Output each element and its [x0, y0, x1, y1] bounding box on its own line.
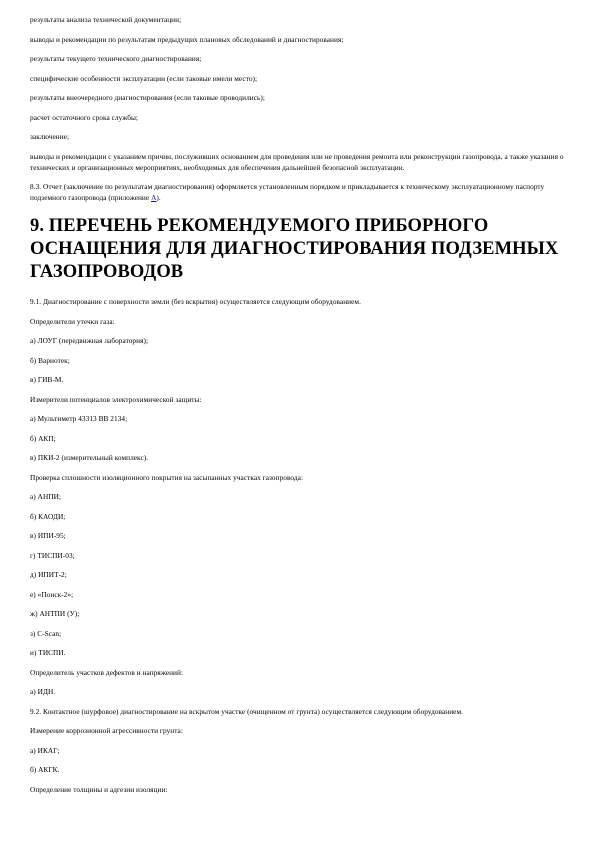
result-item-previous-conclusions: выводы и рекомендации по результатам предыдущих плановых обследований и диагностирования; — [30, 34, 344, 44]
paragraph-8-3-text: 8.3. Отчет (заключение по результатам диагностирования) оформляется установленным порядком и прикладывается к техническому эксплуатационному паспорту подземного газопровода (приложение — [30, 182, 545, 202]
list-item: и) ТИСПИ. — [30, 648, 66, 657]
list-item: а) ИКАГ; — [30, 745, 60, 755]
result-item-current-diagnostics: результаты текущего технического диагностирования; — [30, 54, 202, 63]
list-item: г) ТИСПИ-03; — [30, 550, 75, 560]
paragraph-9-2: 9.2. Контактное (шурфовое) диагностирование на вскрытом участке (очищенном от грунта) осуществляется следующим оборудованием. — [30, 706, 463, 716]
list-item: а) ИДН. — [30, 687, 56, 696]
list-item: д) ИПИТ-2; — [30, 570, 67, 579]
list-item: в) ПКИ-2 (измерительный комплекс). — [30, 453, 149, 462]
subheading-potential-meters: Измерители потенциалов электрохимической защиты: — [30, 394, 202, 404]
list-item: б) Вариотек; — [30, 355, 70, 365]
subheading-leak-detectors: Определители утечки газа: — [30, 316, 115, 326]
list-item: в) ГИВ-М. — [30, 375, 64, 384]
result-item-service-life: расчет остаточного срока службы; — [30, 112, 139, 122]
document-page — [30, 14, 570, 803]
result-item-extra-diagnostics: результаты внеочередного диагностирования (если таковые проводились); — [30, 93, 265, 102]
result-item-tech-docs: результаты анализа технической документации; — [30, 15, 182, 24]
list-item: б) АКГК. — [30, 765, 60, 774]
appendix-a-link[interactable]: А — [151, 193, 157, 202]
list-item: а) Мультиметр 43313 ВВ 2134; — [30, 414, 128, 423]
list-item: б) АКП; — [30, 433, 56, 443]
list-item: б) КАОДИ; — [30, 511, 66, 521]
paragraph-8-3-end: ). — [156, 193, 161, 202]
paragraph-9-1: 9.1. Диагностирование с поверхности земли (без вскрытия) осуществляется следующим оборудованием. — [30, 297, 361, 306]
list-item: ж) АНТПИ (У); — [30, 609, 80, 618]
subheading-defect-detector: Определитель участков дефектов и напряжений: — [30, 667, 184, 677]
list-item: е) «Поиск-2»; — [30, 589, 74, 599]
subheading-soil-corrosivity: Измерение коррозионной агрессивности грунта: — [30, 726, 183, 735]
subheading-insulation-thickness: Определение толщины и адгезии изоляции: — [30, 784, 168, 794]
list-item: в) ИПИ-95; — [30, 531, 66, 540]
result-item-operation-specifics: специфические особенности эксплуатации (если таковые имели место); — [30, 73, 258, 83]
list-item: з) С-Scan; — [30, 628, 62, 638]
list-item: а) ЛОУГ (передвижная лаборатория); — [30, 336, 149, 345]
section-9-heading: 9. ПЕРЕЧЕНЬ РЕКОМЕНДУЕМОГО ПРИБОРНОГО ОСНАЩЕНИЯ ДЛЯ ДИАГНОСТИРОВАНИЯ ПОДЗЕМНЫХ ГАЗОПРОВОДОВ — [30, 216, 559, 282]
result-item-recommendations: выводы и рекомендации с указанием причин, послуживших основанием для проведения или не проведения ремонта или реконструкции газопровода, а также указания о технических и организационных мероприятиях, необходимых для обеспечения дальнейшей безопасной эксплуатации. — [30, 151, 564, 172]
result-item-conclusion: заключение; — [30, 132, 70, 141]
subheading-insulation-check: Проверка сплошности изоляционного покрытия на засыпанных участках газопровода: — [30, 472, 304, 482]
paragraph-8-3 — [30, 181, 570, 203]
list-item: а) АНПИ; — [30, 492, 61, 501]
